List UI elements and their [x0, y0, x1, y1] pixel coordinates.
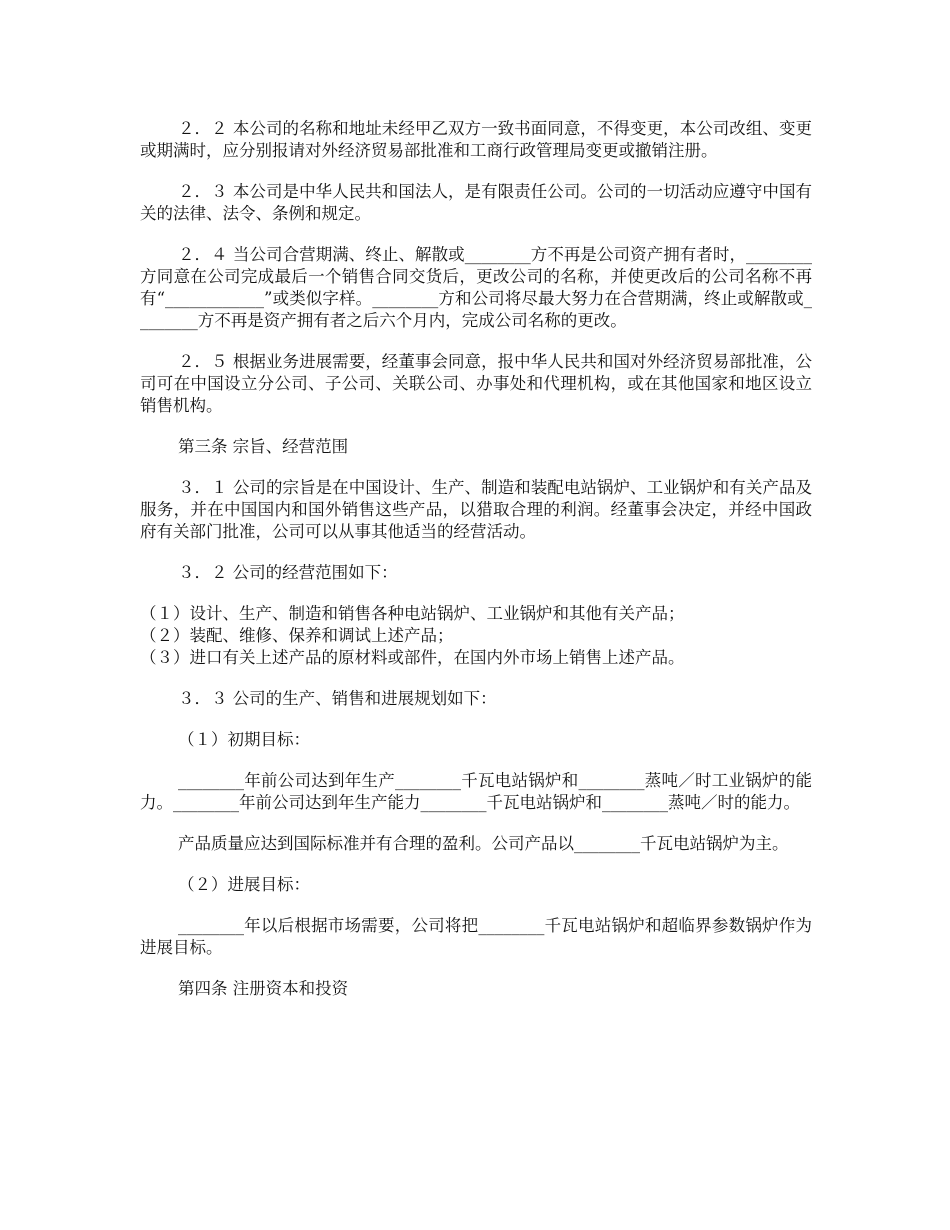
article-3-heading: 第三条 宗旨、经营范围 — [177, 437, 349, 456]
scope-item-1: （１）设计、生产、制造和销售各种电站锅炉、工业锅炉和其他有关产品； — [140, 604, 685, 623]
clause-3-1: ３．１ 公司的宗旨是在中国设计、生产、制造和装配电站锅炉、工业锅炉和有关产品及服务，并在中国国内和国外销售这些产品，以猎取合理的利润。经董事会决定，并经中国政府有关部门批准，公司可以从事其他适当的经营活动。 — [140, 478, 812, 541]
development-goal-heading: （２）进展目标： — [177, 875, 310, 894]
scope-item-3: （３）进口有关上述产品的原材料或部件，在国内外市场上销售上述产品。 — [140, 648, 685, 667]
clause-3-2: ３．２ 公司的经营范围如下： — [177, 563, 398, 582]
document-page — [140, 118, 812, 1019]
initial-goal-heading: （１）初期目标： — [177, 730, 310, 749]
article-4-heading: 第四条 注册资本和投资 — [177, 979, 349, 998]
initial-goal-quality: 产品质量应达到国际标准并有合理的盈利。公司产品以________千瓦电站锅炉为主。 — [177, 834, 789, 853]
initial-goal-capacity: ________年前公司达到年生产________千瓦电站锅炉和________蒸吨／时工业锅炉的能力。________年前公司达到年生产能力________千瓦电站锅炉和________蒸吨／时的能力。 — [140, 771, 812, 812]
clause-2-2: ２．２ 本公司的名称和地址未经甲乙双方一致书面同意，不得变更，本公司改组、变更或期满时，应分别报请对外经济贸易部批准和工商行政管理局变更或撤销注册。 — [140, 119, 812, 160]
development-goal-text: ________年以后根据市场需要，公司将把________千瓦电站锅炉和超临界参数锅炉作为进展目标。 — [140, 916, 812, 957]
clause-2-4: ２．４ 当公司合营期满、终止、解散或________方不再是公司资产拥有者时，________方同意在公司完成最后一个销售合同交货后，更改公司的名称，并使更改后的公司名称不再有“____________”或类似字样。________方和公司将尽最大努力在合营期满，终止或解散或________方不再是资产拥有者之后六个月内，完成公司名称的更改。 — [140, 245, 812, 330]
clause-2-3: ２．３ 本公司是中华人民共和国法人，是有限责任公司。公司的一切活动应遵守中国有关的法律、法令、条例和规定。 — [140, 182, 812, 223]
business-scope-list — [140, 603, 812, 669]
clause-2-5: ２．５ 根据业务进展需要，经董事会同意，报中华人民共和国对外经济贸易部批准，公司可在中国设立分公司、子公司、关联公司、办事处和代理机构，或在其他国家和地区设立销售机构。 — [140, 352, 812, 415]
clause-3-3: ３．３ 公司的生产、销售和进展规划如下： — [177, 689, 497, 708]
scope-item-2: （２）装配、维修、保养和调试上述产品； — [140, 626, 454, 645]
